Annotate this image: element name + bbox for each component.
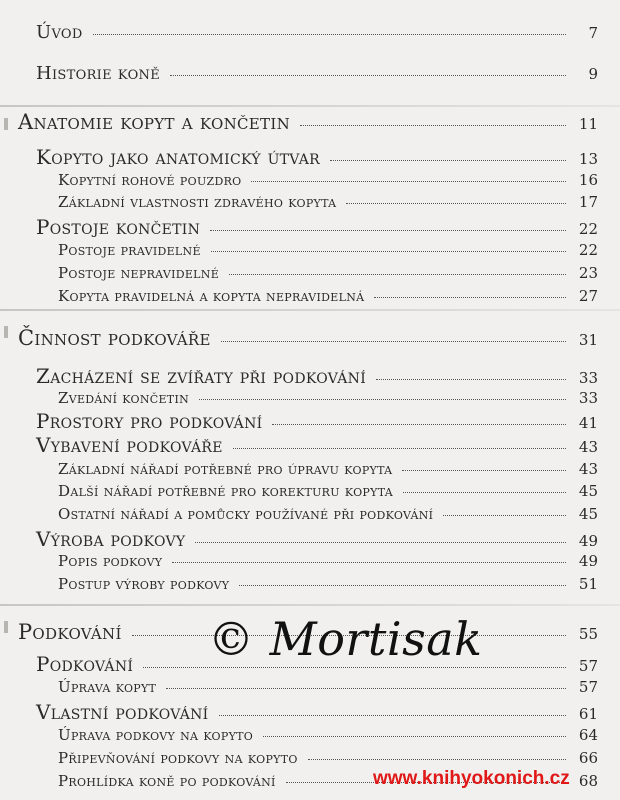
toc-entry[interactable]: [18, 326, 598, 350]
leader-dots: [143, 667, 566, 668]
toc-entry-title: Vlastní podkování: [36, 700, 209, 724]
toc-entry[interactable]: [58, 264, 598, 282]
leader-dots: [376, 379, 566, 380]
toc-entry-title: Postoje končetin: [36, 215, 201, 239]
toc-entry-title: Historie koně: [36, 63, 160, 84]
toc-entry-page: 49: [578, 552, 598, 570]
toc-entry-title: Ostatní nářadí a pomůcky používané při podkování: [58, 505, 434, 523]
toc-entry-page: 55: [578, 625, 598, 643]
toc-entry-title: Další nářadí potřebné pro korekturu kopyta: [58, 482, 393, 500]
toc-entry-page: 7: [588, 24, 598, 42]
toc-entry-title: Základní vlastnosti zdravého kopyta: [58, 193, 337, 211]
toc-entry-page: 57: [578, 657, 598, 675]
toc-entry-title: Kopytní rohové pouzdro: [58, 171, 242, 189]
toc-entry-title: Zacházení se zvířaty při podkování: [36, 364, 367, 388]
toc-entry[interactable]: [36, 145, 598, 169]
toc-entry-page: 68: [578, 772, 598, 790]
toc-entry[interactable]: [58, 575, 598, 593]
leader-dots: [219, 715, 566, 716]
toc-entry-page: 23: [578, 264, 598, 282]
toc-entry-page: 13: [578, 150, 598, 168]
section-divider: [0, 604, 620, 606]
toc-entry-page: 33: [578, 389, 598, 407]
toc-entry[interactable]: [58, 552, 598, 570]
toc-entry-page: 51: [578, 575, 598, 593]
leader-dots: [172, 562, 566, 563]
toc-entry-page: 49: [578, 532, 598, 550]
leader-dots: [239, 585, 566, 586]
leader-dots: [403, 492, 566, 493]
section-divider: [0, 105, 620, 107]
toc-entry-page: 61: [578, 705, 598, 723]
toc-entry-page: 41: [578, 414, 598, 432]
section-marker: [4, 621, 8, 633]
toc-entry-page: 31: [578, 331, 598, 349]
toc-entry-title: Prostory pro podkování: [36, 409, 263, 433]
leader-dots: [251, 181, 566, 182]
leader-dots: [93, 34, 566, 35]
section-marker: [4, 118, 8, 130]
toc-entry-page: 45: [578, 505, 598, 523]
toc-entry[interactable]: [58, 241, 598, 259]
toc-entry-title: Zvedání končetin: [58, 389, 190, 407]
toc-entry-page: 43: [578, 460, 598, 478]
leader-dots: [346, 203, 566, 204]
toc-entry[interactable]: [58, 482, 598, 500]
toc-entry-page: 45: [578, 482, 598, 500]
leader-dots: [195, 542, 566, 543]
toc-entry[interactable]: [58, 171, 598, 189]
section-divider: [0, 309, 620, 311]
toc-entry-title: Kopyto jako anatomický útvar: [36, 145, 321, 169]
toc-entry[interactable]: [58, 678, 598, 696]
toc-entry[interactable]: [36, 409, 598, 433]
toc-entry-title: Činnost podkováře: [18, 326, 211, 350]
toc-entry-title: Postoje pravidelné: [58, 241, 201, 259]
copyright-watermark: © Mortisak: [208, 612, 483, 666]
toc-entry-title: Úvod: [36, 22, 83, 43]
leader-dots: [199, 399, 566, 400]
toc-entry-title: Popis podkovy: [58, 552, 163, 570]
toc-entry[interactable]: [58, 505, 598, 523]
toc-entry-title: Postoje nepravidelné: [58, 264, 220, 282]
toc-entry-page: 22: [578, 241, 598, 259]
leader-dots: [300, 125, 566, 126]
leader-dots: [210, 230, 566, 231]
toc-entry-title: Prohlídka koně po podkování: [58, 772, 276, 790]
toc-entry[interactable]: [58, 749, 598, 767]
leader-dots: [170, 75, 566, 76]
toc-entry-title: Úprava kopyt: [58, 678, 157, 696]
toc-entry-title: Výroba podkovy: [36, 527, 186, 551]
toc-entry-page: 16: [578, 171, 598, 189]
leader-dots: [233, 448, 566, 449]
toc-entry[interactable]: [36, 215, 598, 239]
section-marker: [4, 326, 8, 338]
toc-entry[interactable]: [36, 433, 598, 457]
toc-entry[interactable]: [18, 110, 598, 134]
toc-entry[interactable]: [58, 193, 598, 211]
toc-entry-title: Vybavení podkováře: [36, 433, 223, 457]
toc-entry-title: Připevňování podkovy na kopyto: [58, 749, 298, 767]
toc-entry[interactable]: [36, 22, 598, 43]
toc-entry[interactable]: [58, 726, 598, 744]
toc-entry-page: 33: [578, 369, 598, 387]
toc-entry[interactable]: [58, 389, 598, 407]
toc-entry-page: 66: [578, 749, 598, 767]
toc-entry-page: 11: [578, 115, 598, 133]
leader-dots: [221, 341, 566, 342]
leader-dots: [272, 424, 566, 425]
toc-entry-title: Podkování: [18, 620, 122, 644]
toc-entry-page: 17: [578, 193, 598, 211]
toc-entry-page: 22: [578, 220, 598, 238]
toc-entry-title: Kopyta pravidelná a kopyta nepravidelná: [58, 287, 365, 305]
leader-dots: [330, 160, 566, 161]
toc-entry-title: Podkování: [36, 652, 134, 676]
toc-entry-page: 57: [578, 678, 598, 696]
leader-dots: [443, 515, 566, 516]
toc-entry-page: 43: [578, 438, 598, 456]
leader-dots: [166, 688, 566, 689]
leader-dots: [263, 736, 566, 737]
toc-entry-title: Úprava podkovy na kopyto: [58, 726, 254, 744]
toc-entry[interactable]: [36, 700, 598, 724]
toc-entry[interactable]: [36, 527, 598, 551]
leader-dots: [229, 274, 566, 275]
toc-entry[interactable]: [36, 63, 598, 84]
toc-entry-page: 27: [578, 287, 598, 305]
toc-entry-page: 64: [578, 726, 598, 744]
toc-entry-title: Anatomie kopyt a končetin: [18, 110, 291, 134]
leader-dots: [211, 251, 566, 252]
leader-dots: [374, 297, 566, 298]
toc-entry-title: Základní nářadí potřebné pro úpravu kopyta: [58, 460, 393, 478]
toc-entry-title: Postup výroby podkovy: [58, 575, 230, 593]
leader-dots: [308, 759, 566, 760]
toc-entry[interactable]: [36, 364, 598, 388]
toc-entry-page: 9: [588, 65, 598, 83]
toc-entry[interactable]: [58, 287, 598, 305]
leader-dots: [402, 470, 566, 471]
website-url[interactable]: www.knihyokonich.cz: [373, 768, 570, 789]
toc-entry[interactable]: [58, 460, 598, 478]
